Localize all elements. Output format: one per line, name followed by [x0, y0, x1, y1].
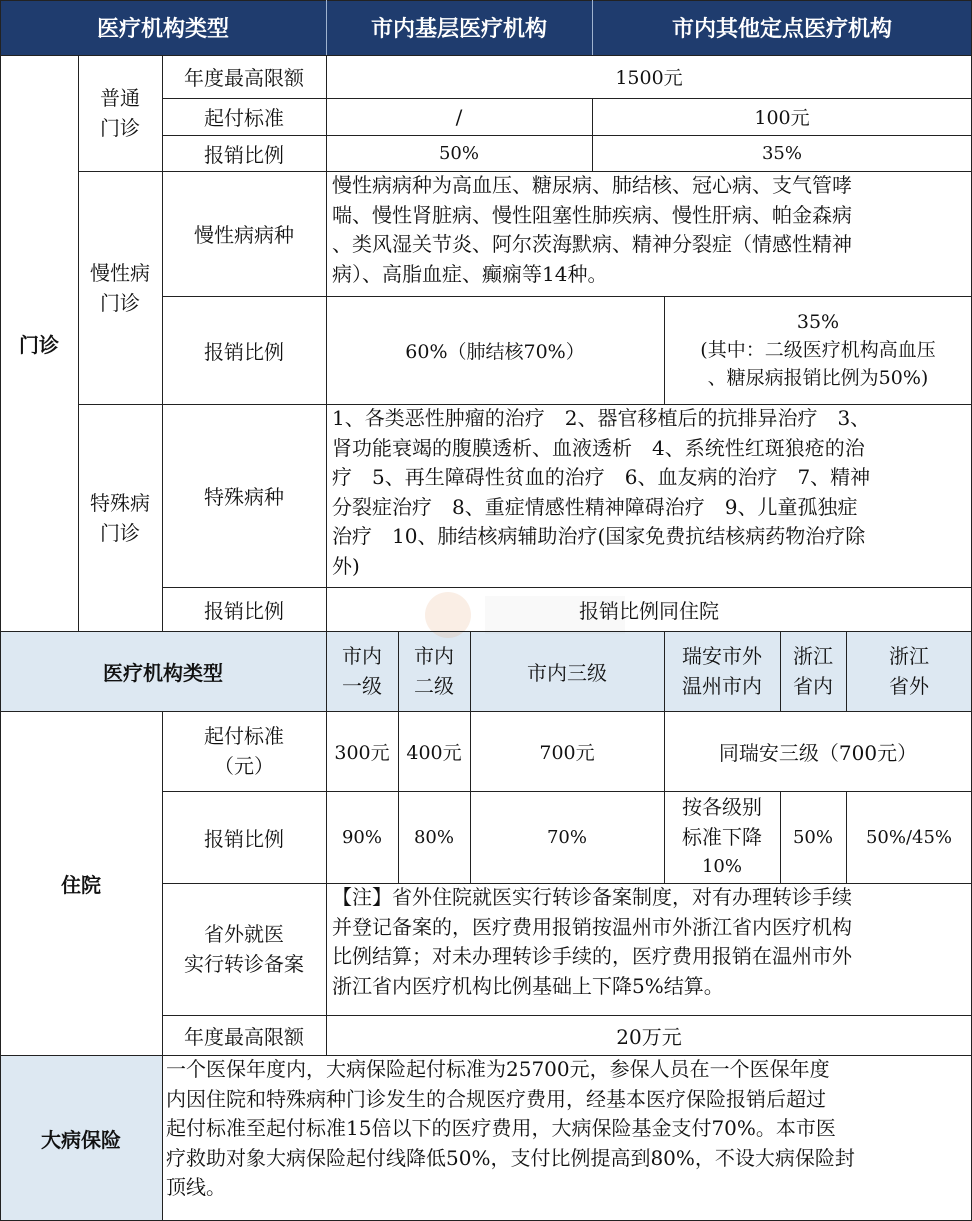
special-ratio-label: 报销比例 [204, 598, 284, 623]
inpatient-ratio-label: 报销比例 [204, 826, 284, 851]
outprov-line2: 省外 [889, 674, 929, 698]
grid-line [162, 1015, 972, 1016]
chronic-types-line: 、类风湿关节炎、阿尔茨海默病、精神分裂症（情感性精神 [332, 232, 852, 256]
general-label-line1: 普通 [100, 86, 140, 110]
grid-line [592, 0, 593, 55]
grid-line [162, 791, 972, 792]
grid-line [162, 55, 163, 631]
special-types-text [326, 404, 972, 587]
ratio-outprov: 50%/45% [865, 826, 953, 848]
special-types-line: 外) [332, 553, 360, 578]
special-types-line: 疗 5、再生障碍性贫血的治疗 6、血友病的治疗 7、精神 [332, 465, 871, 489]
inpatient-header-outprov [846, 631, 972, 711]
referral-note-line: 比例结算；对未办理转诊手续的，医疗费用报销在温州市外 [332, 944, 852, 968]
critical-text-line: 疗救助对象大病保险起付线降低50%，支付比例提高到80%，不设大病保险封 [166, 1145, 855, 1170]
general-annual-limit-value: 1500元 [615, 67, 683, 89]
special-types-line: 1、各类恶性肿瘤的治疗 2、器官移植后的抗排异治疗 3、 [332, 406, 871, 430]
critical-text-line: 起付标准至起付标准15倍以下的医疗费用，大病保险基金支付70%。本市医 [166, 1116, 836, 1140]
outpatient-header-other: 市内其他定点医疗机构 [671, 17, 892, 42]
special-label-line1: 特殊病 [90, 490, 150, 515]
chronic-types-line: 病）、高脂血症、癫痫等14种。 [332, 261, 608, 286]
chronic-ratio-label: 报销比例 [204, 339, 284, 364]
grid-line [0, 711, 972, 712]
general-ratio-other: 35% [761, 142, 802, 164]
grid-line [78, 171, 972, 172]
critical-text-line: 顶线。 [166, 1175, 226, 1199]
grid-line [326, 55, 327, 631]
grid-line [398, 631, 399, 883]
outpatient-header-type: 医疗机构类型 [96, 17, 229, 42]
deductible-level3: 700元 [539, 741, 595, 764]
special-ratio-value: 报销比例同住院 [579, 598, 719, 623]
chronic-types-line: 慢性病病种为高血压、糖尿病、肺结核、冠心病、支气管哮 [332, 173, 852, 197]
grid-line [162, 711, 163, 1221]
chronic-types-line: 喘、慢性肾脏病、慢性阻塞性肺疾病、慢性肝病、帕金森病 [332, 202, 852, 227]
province-line1: 浙江 [793, 644, 833, 668]
inpatient-header-level2 [398, 631, 470, 711]
chronic-ratio-other-line1: 35% [796, 311, 840, 333]
grid-line [0, 0, 972, 1]
inpatient-header-level1 [326, 631, 398, 711]
grid-line [470, 631, 471, 883]
deductible-label-line2: （元） [214, 754, 274, 778]
special-types-line: 治疗 10、肺结核病辅助治疗(国家免费抗结核病药物治疗除 [332, 524, 866, 548]
referral-label-line2: 实行转诊备案 [184, 952, 304, 976]
deductible-level2: 400元 [406, 741, 462, 764]
ratio-level1: 90% [341, 826, 382, 848]
grid-line [0, 631, 972, 632]
inpatient-section-label: 住院 [61, 872, 101, 897]
general-ratio-grassroots: 50% [438, 142, 479, 164]
grid-line [0, 1055, 972, 1056]
grid-line [780, 631, 781, 711]
chronic-types-label: 慢性病病种 [194, 223, 294, 247]
outpatient-header-grassroots: 市内基层医疗机构 [370, 17, 547, 42]
referral-label [162, 883, 326, 1015]
critical-text-line: 一个医保年度内，大病保险起付标准为25700元，参保人员在一个医保年度 [166, 1057, 830, 1081]
grid-line [780, 791, 781, 883]
grid-line [664, 631, 665, 883]
inpatient-annual-limit-label: 年度最高限额 [184, 1024, 304, 1049]
general-deductible-label: 起付标准 [204, 106, 284, 130]
general-label-line2: 门诊 [100, 116, 140, 140]
ratio-level2: 80% [413, 826, 454, 848]
grid-line [162, 296, 972, 297]
grid-line [846, 631, 847, 711]
general-annual-limit-label: 年度最高限额 [184, 66, 304, 90]
chronic-ratio-other-line3: 、糖尿病报销比例为50%) [707, 367, 929, 389]
grid-line [326, 631, 327, 1055]
chronic-label-line2: 门诊 [100, 290, 140, 315]
special-types-line: 肾功能衰竭的腹膜透析、血液透析 4、系统性红斑狼疮的治 [332, 435, 865, 460]
grid-line [664, 296, 665, 404]
inpatient-deductible-label [162, 711, 326, 791]
referral-note-line: 并登记备案的，医疗费用报销按温州市外浙江省内医疗机构 [332, 914, 852, 939]
outprov-line1: 浙江 [889, 644, 929, 668]
ratio-outside-line2: 标准下降 [682, 825, 762, 849]
chronic-types-text [326, 171, 972, 296]
critical-text-line: 内因住院和特殊病种门诊发生的合规医疗费用，经基本医疗保险报销后超过 [166, 1086, 826, 1111]
general-ratio-label: 报销比例 [204, 142, 284, 167]
ratio-province: 50% [792, 826, 833, 848]
referral-note-line: 【注】省外住院就医实行转诊备案制度，对有办理转诊手续 [332, 885, 852, 909]
grid-line [78, 55, 79, 631]
deductible-others: 同瑞安三级（700元） [718, 740, 918, 765]
level1-line1: 市内 [342, 644, 382, 668]
level1-line2: 一级 [342, 674, 382, 698]
deductible-level1: 300元 [334, 741, 390, 764]
referral-note [326, 883, 972, 1015]
chronic-ratio-other [664, 296, 972, 404]
grid-line [162, 587, 972, 588]
referral-note-line: 浙江省内医疗机构比例基础上下降5%结算。 [332, 973, 724, 998]
outpatient-section-label: 门诊 [19, 332, 59, 357]
inpatient-annual-limit-value: 20万元 [616, 1024, 682, 1049]
grid-line [162, 883, 972, 884]
grid-line [78, 404, 972, 405]
inpatient-header-level3: 市内三级 [527, 660, 607, 685]
deductible-label-line1: 起付标准 [204, 724, 284, 748]
grid-line [162, 98, 972, 99]
special-types-line: 分裂症治疗 8、重症情感性精神障碍治疗 9、儿童孤独症 [332, 494, 858, 519]
chronic-ratio-grassroots: 60%（肺结核70%） [405, 340, 585, 363]
inpatient-header-type: 医疗机构类型 [103, 660, 223, 685]
ratio-outside-line1: 按各级别 [682, 795, 762, 819]
critical-text [162, 1055, 972, 1221]
grid-line [162, 135, 972, 136]
referral-label-line1: 省外就医 [204, 922, 284, 946]
level2-line1: 市内 [414, 644, 454, 668]
general-outpatient-label [78, 55, 162, 171]
grid-line [0, 55, 972, 56]
chronic-label-line1: 慢性病 [90, 260, 150, 285]
grid-line [326, 0, 327, 55]
province-line2: 省内 [793, 674, 833, 698]
inpatient-header-province [780, 631, 846, 711]
general-deductible-other: 100元 [754, 107, 810, 129]
chronic-ratio-other-line2: (其中：二级医疗机构高血压 [700, 339, 936, 361]
grid-line [0, 0, 1, 1221]
outside-line2: 温州市内 [682, 674, 762, 698]
special-outpatient-label [78, 404, 162, 631]
special-label-line2: 门诊 [100, 520, 140, 545]
level2-line2: 二级 [414, 674, 454, 698]
critical-label: 大病保险 [41, 1127, 121, 1152]
outside-line1: 瑞安市外 [682, 644, 762, 668]
special-types-label: 特殊病种 [204, 485, 284, 509]
inpatient-header-outside [664, 631, 780, 711]
ratio-outside-line3: 10% [701, 856, 742, 877]
chronic-outpatient-label [78, 171, 162, 404]
ratio-level3: 70% [546, 826, 587, 848]
ratio-outside [664, 791, 780, 883]
general-deductible-grassroots: / [455, 104, 463, 129]
grid-line [846, 791, 847, 883]
